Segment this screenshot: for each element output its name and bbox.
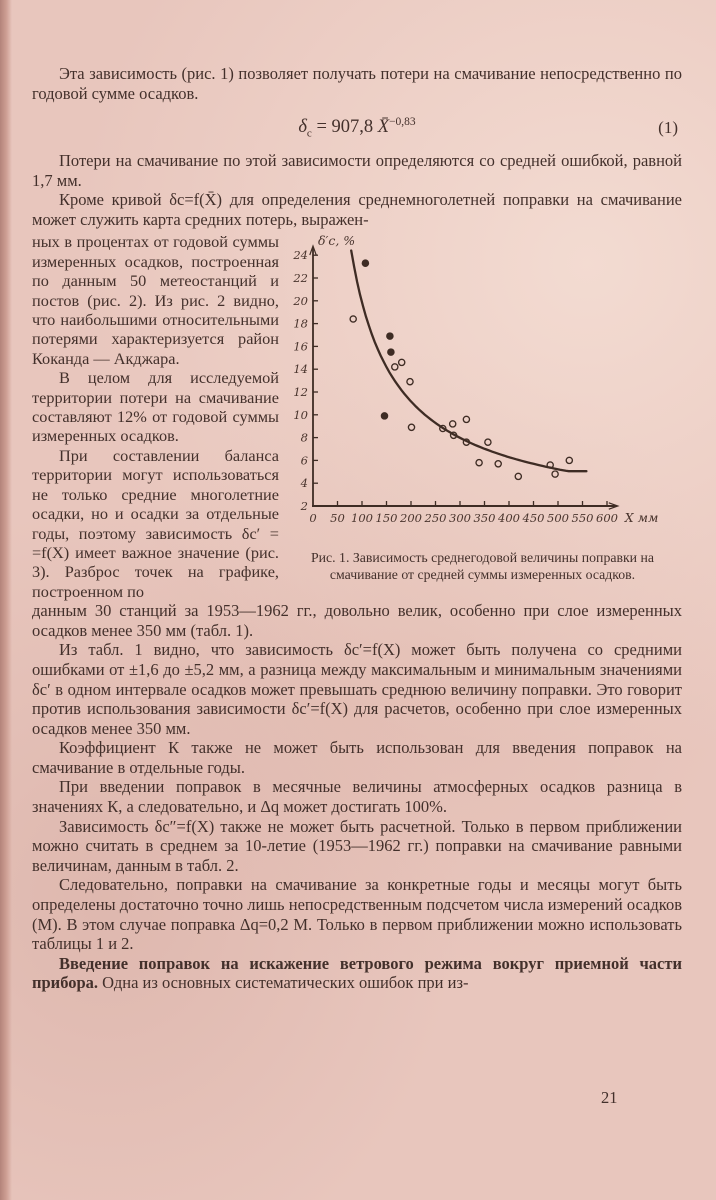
- x-tick-label: 450: [522, 511, 545, 526]
- left-text-column: [32, 232, 279, 601]
- body-paragraph-5: Зависимость δс″=f(X) также не может быть расчетной. Только в первом приближении можно считать в среднем за 10-летие (1953—1962 гг.) поправки на смачивание равными величинам, данным в табл. 2.: [32, 816, 682, 875]
- equation-exponent: −0,83: [389, 116, 416, 129]
- figure-1: [279, 232, 682, 601]
- data-point-open: [566, 458, 572, 464]
- data-point-open: [392, 364, 398, 370]
- y-tick-label: 20: [293, 294, 308, 309]
- page-content: [32, 64, 682, 993]
- body-paragraph-3: Коэффициент К также не может быть использован для введения поправок на смачивание в отдельные годы.: [32, 738, 682, 777]
- data-point-open: [399, 360, 405, 366]
- x-tick-label: 100: [351, 511, 373, 526]
- data-point-filled: [362, 261, 368, 267]
- y-tick-label: 4: [300, 476, 308, 491]
- x-tick-label: 350: [473, 511, 496, 526]
- x-tick-label: 550: [571, 511, 594, 526]
- scan-gutter-shadow: [0, 0, 12, 1200]
- data-point-open: [463, 417, 469, 423]
- x-tick-label: 50: [330, 511, 345, 526]
- data-point-open: [495, 461, 501, 467]
- left-column-paragraph-1: ных в процентах от годовой суммы измеренных осадков, построенная по данным 50 метеостанций и постов (рис. 2). Из рис. 2 видно, что наибольшими относительными потерями характеризуется район Коканда — Акджара.: [32, 232, 279, 368]
- y-tick-label: 10: [293, 408, 308, 423]
- y-tick-label: 24: [293, 248, 308, 263]
- y-axis-label: δ′с, %: [318, 234, 356, 249]
- bold-lead-continuation: Одна из основных систематических ошибок при из-: [98, 973, 469, 993]
- left-column-paragraph-2: В целом для исследуемой территории потери на смачивание составляют 12% от годовой суммы измеренных осадков.: [32, 368, 279, 446]
- x-tick-label: 400: [498, 511, 520, 526]
- y-tick-label: 8: [300, 431, 308, 446]
- body-paragraph-7: [32, 954, 682, 993]
- xbar-symbol: X̄: [377, 117, 390, 138]
- equation-number: (1): [658, 118, 678, 138]
- body-paragraph-2: Из табл. 1 видно, что зависимость δс′=f(X) может быть получена со средними ошибками от ±1,6 до ±5,2 мм, а разница между максимальным и минимальным значениями δс′ в одном интервале осадков может превышать среднюю величину поправки. Это говорит против использования зависимости δс′=f(X) для расчетов, особенно при слое измеренных осадков менее 350 мм.: [32, 640, 682, 738]
- body-paragraph-1: данным 30 станций за 1953—1962 гг., довольно велик, особенно при слое измеренных осадков менее 350 мм (табл. 1).: [32, 601, 682, 640]
- data-point-open: [408, 425, 414, 431]
- y-tick-label: 6: [300, 453, 308, 468]
- paragraph-intro-2: Потери на смачивание по этой зависимости определяются со средней ошибкой, равной 1,7 мм.: [32, 151, 682, 190]
- two-column-section: [32, 232, 682, 601]
- data-point-open: [350, 316, 356, 322]
- equation-coefficient: = 907,8: [311, 117, 378, 138]
- left-column-paragraph-3: При составлении баланса территории могут использоваться не только средние многолетние осадки, но и осадки за отдельные годы, поэтому зависимость δс′ = =f(X) имеет важное значение (рис. 3). Разброс точек на графике, построенном по: [32, 445, 279, 601]
- delta-symbol: δ: [298, 117, 307, 138]
- data-point-filled: [387, 333, 393, 339]
- y-tick-label: 16: [293, 339, 308, 354]
- bold-lead: Введение поправок на искажение ветрового режима вокруг приемной части прибора.: [32, 953, 682, 993]
- y-tick-label: 18: [293, 317, 308, 332]
- data-point-filled: [381, 413, 387, 419]
- data-point-open: [476, 460, 482, 466]
- data-point-filled: [388, 349, 394, 355]
- y-tick-label: 12: [293, 385, 308, 400]
- figure-caption: Рис. 1. Зависимость среднегодовой величины поправки на смачивание от средней суммы измеренных осадков.: [310, 550, 655, 582]
- x-tick-label: 500: [547, 511, 569, 526]
- x-tick-label: 300: [449, 511, 471, 526]
- data-point-open: [552, 471, 558, 477]
- paragraph-intro-3: Кроме кривой δс=f(X̄) для определения среднемноголетней поправки на смачивание может служить карта средних потерь, выражен-: [32, 190, 682, 229]
- x-tick-label: 200: [400, 511, 422, 526]
- x-tick-label: 0: [309, 511, 317, 526]
- x-tick-label: 600: [596, 511, 618, 526]
- y-tick-label: 22: [293, 271, 308, 286]
- scatter-chart: [287, 234, 680, 536]
- data-point-open: [485, 440, 491, 446]
- x-tick-label: 250: [424, 511, 447, 526]
- x-tick-label: 150: [375, 511, 398, 526]
- body-paragraph-6: Следовательно, поправки на смачивание за конкретные годы и месяцы могут быть определены достаточно точно лишь непосредственным подсчетом числа измерений осадков (М). В этом случае поправка Δq=0,2 М. Только в первом приближении можно использовать таблицы 1 и 2.: [32, 875, 682, 954]
- data-point-open: [407, 379, 413, 385]
- equation-body: [298, 116, 416, 141]
- y-tick-label: 2: [300, 499, 308, 514]
- data-point-open: [515, 474, 521, 480]
- paragraph-intro-1: Эта зависимость (рис. 1) позволяет получать потери на смачивание непосредственно по годовой сумме осадков.: [32, 64, 682, 103]
- y-tick-label: 14: [293, 362, 308, 377]
- page-number: 21: [601, 1088, 618, 1107]
- data-point-open: [450, 421, 456, 427]
- body-paragraph-4: При введении поправок в месячные величины атмосферных осадков разница в значениях К, а следовательно, и Δq может достигать 100%.: [32, 777, 682, 817]
- fit-curve: [351, 251, 586, 472]
- delta-subscript: с: [306, 128, 312, 141]
- x-axis-label: X мм: [624, 510, 659, 526]
- equation-1: [32, 116, 682, 140]
